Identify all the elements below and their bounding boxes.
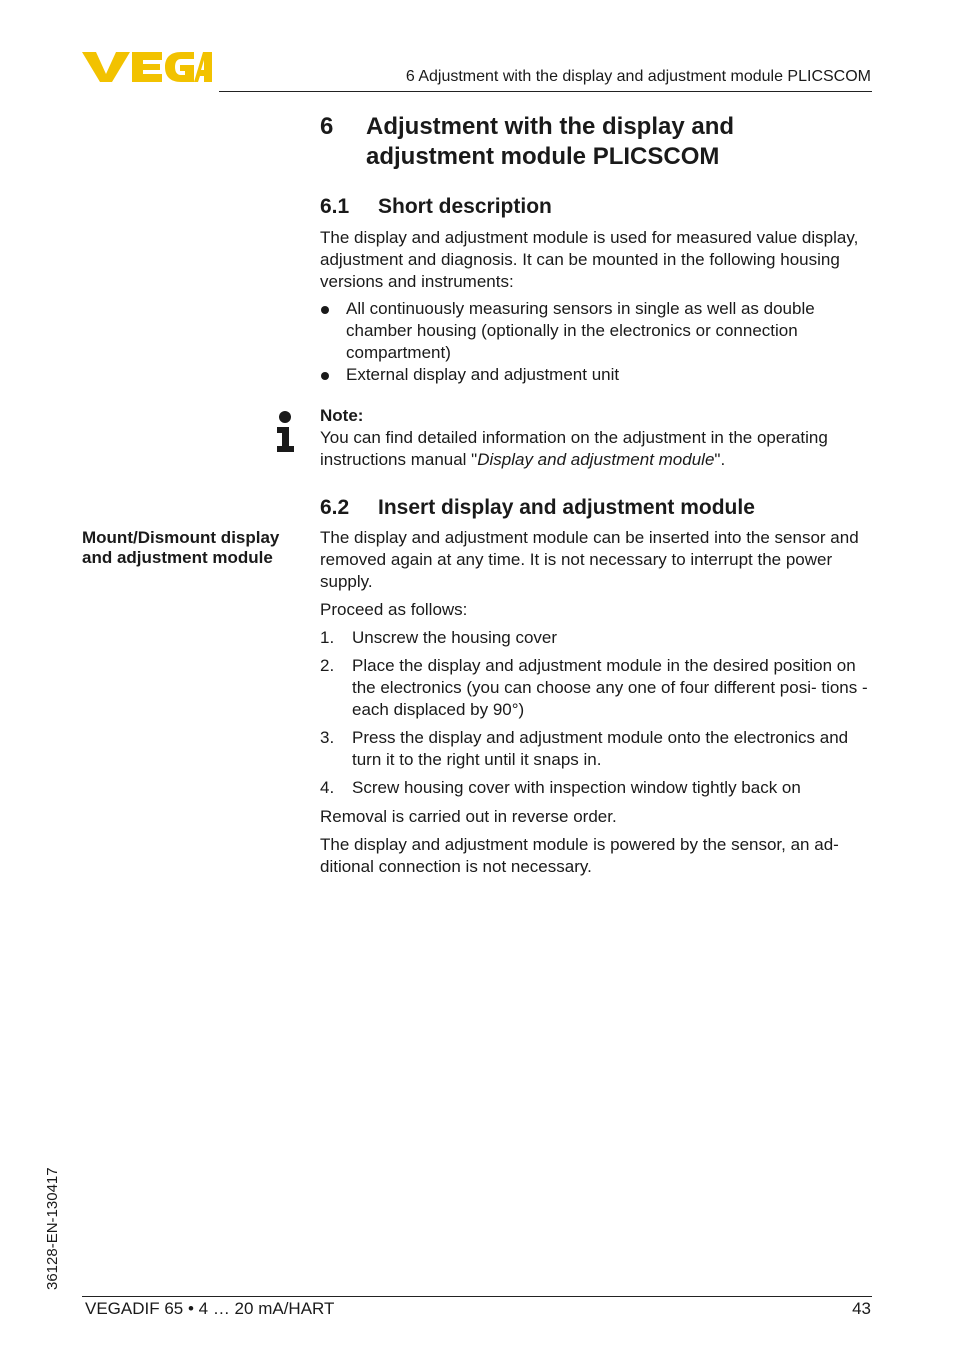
step-number: 2. bbox=[320, 656, 335, 675]
section-title: Short description bbox=[378, 195, 552, 218]
section-number: 6.1 bbox=[320, 195, 350, 218]
running-header: 6 Adjustment with the display and adjustment module PLICSCOM bbox=[405, 68, 871, 85]
note-label: Note: bbox=[320, 406, 364, 425]
section-number: 6.2 bbox=[320, 496, 350, 519]
vega-logo bbox=[82, 50, 212, 84]
chapter-title: Adjustment with the display and adjustment module PLICSCOM bbox=[366, 113, 735, 170]
bullet-text: All continuously measuring sensors in single as well as double chamber housing (optionally in the electronics or connection compartment) bbox=[346, 299, 815, 362]
section1-intro: The display and adjustment module is used for measured value display, adjustment and diagnosis. It can be mounted in the following housing versions and instruments: bbox=[320, 228, 859, 291]
manual-title: Display and adjustment module bbox=[477, 450, 715, 469]
note-text bbox=[320, 427, 872, 471]
proceed-text: Proceed as follows: bbox=[320, 600, 468, 619]
note-text-part: You can find detailed information on the adjustment in the operating instructions manual " bbox=[320, 428, 828, 469]
header-rule bbox=[219, 91, 872, 92]
section-title: Insert display and adjustment module bbox=[378, 496, 755, 519]
chapter-number: 6 bbox=[320, 113, 334, 140]
removal-text: Removal is carried out in reverse order. bbox=[320, 807, 617, 826]
footer-product: VEGADIF 65 • 4 … 20 mA/HART bbox=[85, 1299, 335, 1318]
bullet-dot bbox=[321, 372, 329, 380]
power-text: The display and adjustment module is powered by the sensor, an ad- ditional connection is not necessary. bbox=[320, 835, 839, 876]
step-text: Press the display and adjustment module onto the electronics and turn it to the right until it snaps in. bbox=[352, 728, 849, 769]
margin-note: Mount/Dismount display and adjustment module bbox=[82, 528, 280, 567]
info-icon bbox=[274, 410, 296, 454]
step-text: Unscrew the housing cover bbox=[352, 628, 558, 647]
step-number: 3. bbox=[320, 728, 335, 747]
step-text: Place the display and adjustment module in the desired position on the electronics (you can choose any one of four different posi- tions - each displaced by 90°) bbox=[352, 656, 868, 719]
document-id: 36128-EN-130417 bbox=[44, 1167, 61, 1290]
step-number: 4. bbox=[320, 778, 335, 797]
section2-intro: The display and adjustment module can be inserted into the sensor and removed again at any time. It is not necessary to interrupt the power supply. bbox=[320, 528, 859, 591]
bullet-dot bbox=[321, 306, 329, 314]
page-number: 43 bbox=[852, 1299, 871, 1318]
note-text-part: ". bbox=[714, 450, 726, 469]
step-number: 1. bbox=[320, 628, 335, 647]
bullet-text: External display and adjustment unit bbox=[346, 365, 620, 384]
step-text: Screw housing cover with inspection window tightly back on bbox=[352, 778, 801, 797]
footer-rule bbox=[82, 1296, 872, 1297]
